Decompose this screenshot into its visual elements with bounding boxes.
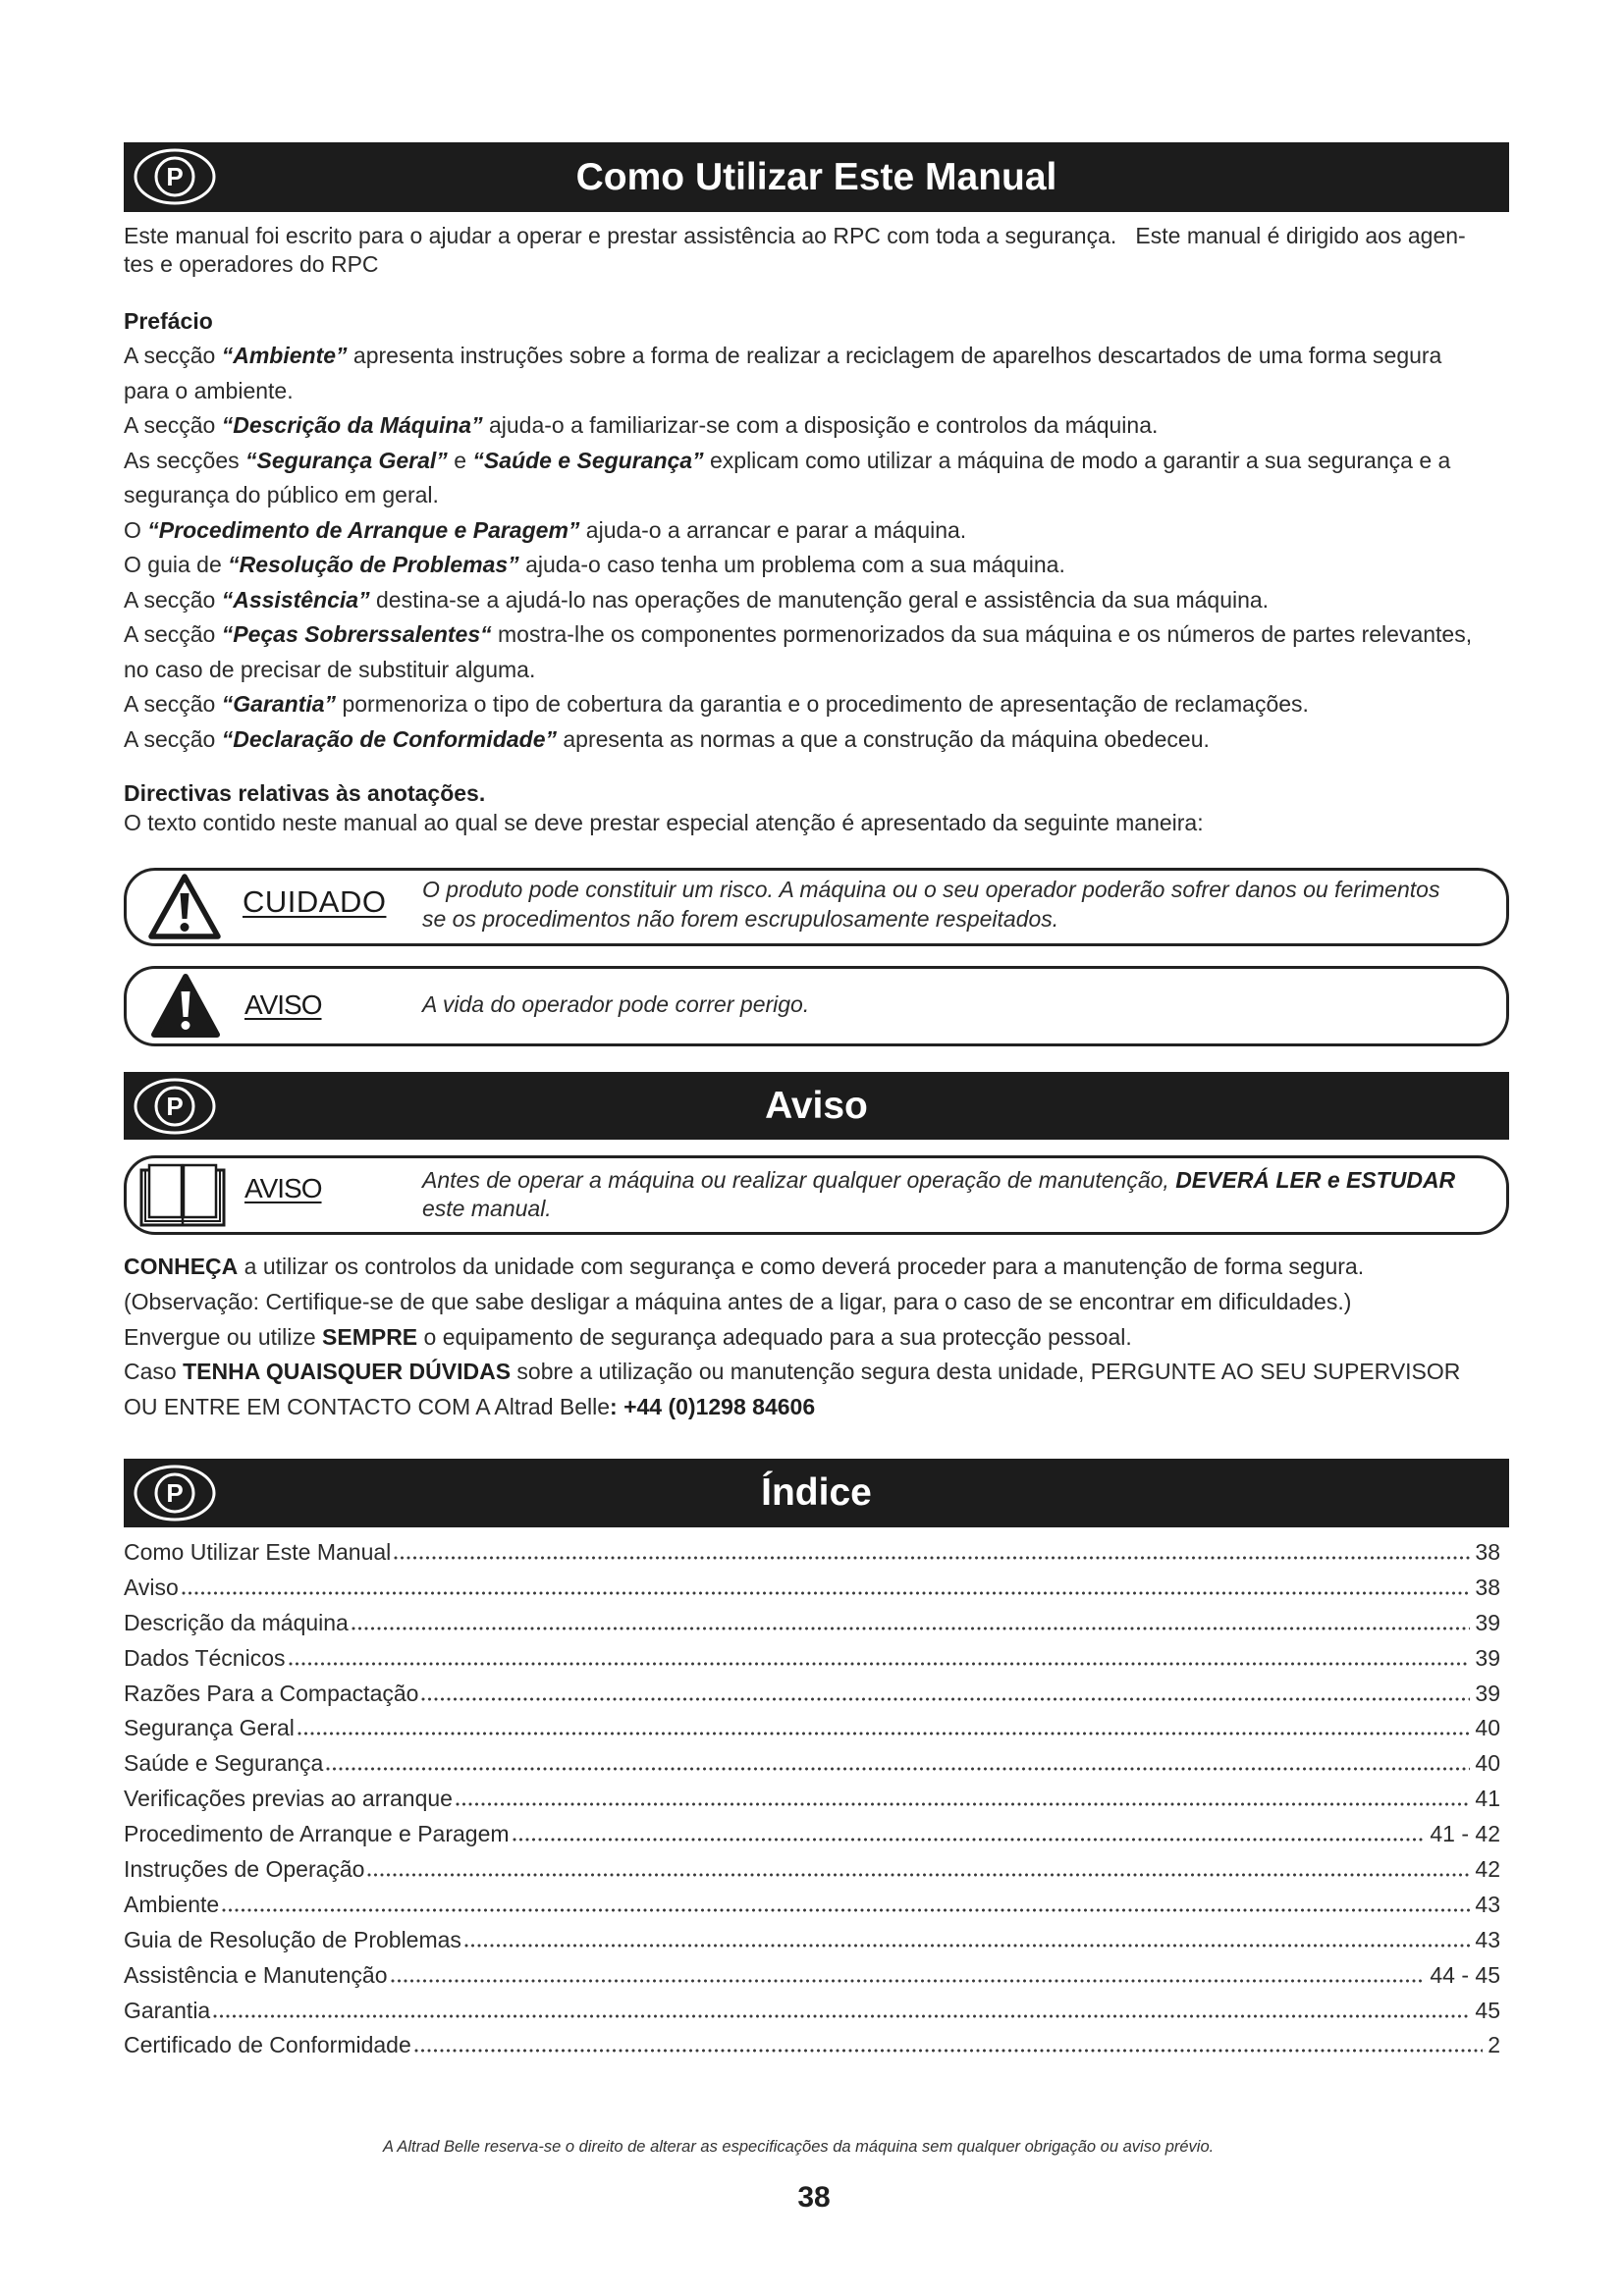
line-text: A secção [124, 725, 222, 752]
read-manual-text-line: este manual. [422, 1196, 552, 1221]
section-reference: “Assistência” [221, 586, 370, 613]
index-entry [124, 2028, 1500, 2063]
index-entry-page: 39 [1475, 1680, 1500, 1706]
cuidado-text [422, 875, 1439, 934]
section-reference: “Descrição da Máquina” [221, 412, 483, 438]
prefacio-line [124, 339, 1472, 374]
index-entry-label: Procedimento de Arranque e Paragem [124, 1821, 510, 1847]
aviso-label: AVISO [244, 1173, 322, 1203]
line-text: Envergue ou utilize [124, 1323, 323, 1350]
index-entry-label: Como Utilizar Este Manual [124, 1539, 392, 1565]
index-entry [124, 1888, 1500, 1923]
read-manual-text-line [422, 1166, 1455, 1195]
section-header-como-utilizar [124, 142, 1509, 212]
line-text: A secção [124, 691, 222, 717]
dot-leader [414, 2049, 1483, 2053]
cuidado-notice-box [124, 868, 1509, 946]
aviso-label: AVISO [244, 989, 322, 1020]
page-number: 38 [797, 2181, 831, 2214]
dot-leader [391, 1979, 1426, 1983]
index-entry-label: Segurança Geral [124, 1715, 295, 1741]
emphasis-text: TENHA QUAISQUER DÚVIDAS [183, 1359, 512, 1385]
directivas-section [124, 778, 1204, 837]
intro-paragraph [124, 222, 1466, 279]
dot-leader [421, 1697, 1470, 1701]
aviso-text: A vida do operador pode correr perigo. [422, 991, 810, 1017]
index-entry-page: 39 [1475, 1644, 1500, 1671]
intro-line: Este manual foi escrito para o ajudar a operar e prestar assistência ao RPC com toda a segurança. Este manual é dirigido aos agen- [124, 223, 1466, 248]
section-title: Índice [761, 1471, 872, 1514]
index-entry-label: Descrição da máquina [124, 1609, 349, 1635]
table-of-contents [124, 1535, 1500, 2063]
line-text: OU ENTRE EM CONTACTO COM A Altrad Belle [124, 1394, 611, 1419]
emphasis-text: SEMPRE [322, 1323, 418, 1350]
logo-letter: P [166, 1478, 184, 1508]
dot-leader [513, 1838, 1426, 1842]
dot-leader [298, 1732, 1471, 1735]
index-entry [124, 1994, 1500, 2029]
cuidado-text-line: O produto pode constituir um risco. A máquina ou o seu operador poderão sofrer danos ou ferimentos [422, 877, 1440, 902]
index-entry [124, 1782, 1500, 1817]
aviso-line [124, 1320, 1460, 1356]
line-text: A secção [124, 586, 222, 613]
line-text: a utilizar os controlos da unidade com segurança e como deverá proceder para a manutenção de forma segura. [238, 1254, 1365, 1279]
index-entry-label: Verificações previas ao arranque [124, 1786, 453, 1812]
section-title: Aviso [765, 1085, 868, 1127]
index-entry-page: 45 [1475, 1997, 1500, 2023]
aviso-line [124, 1390, 1460, 1425]
line-text: ajuda-o a arrancar e parar a máquina. [579, 516, 967, 543]
emphasis-text: DEVERÁ LER e ESTUDAR [1175, 1167, 1456, 1193]
dot-leader [367, 1873, 1470, 1877]
prefacio-line [124, 513, 1472, 549]
line-text: o equipamento de segurança adequado para a sua protecção pessoal. [417, 1323, 1132, 1350]
index-entry-page: 38 [1475, 1539, 1500, 1565]
line-text: O [124, 516, 148, 543]
line-text: A secção [124, 621, 222, 647]
index-entry-page: 44 - 45 [1430, 1961, 1500, 1988]
line-text: segurança do público em geral. [124, 482, 439, 507]
dot-leader [222, 1908, 1470, 1912]
prefacio-list [124, 339, 1472, 757]
index-entry-page: 42 [1475, 1856, 1500, 1883]
dot-leader [394, 1556, 1470, 1560]
aviso-line [124, 1285, 1460, 1320]
line-text: As secções [124, 447, 245, 473]
index-entry-page: 41 - 42 [1430, 1821, 1500, 1847]
line-text: Antes de operar a máquina ou realizar qualquer operação de manutenção, [422, 1167, 1176, 1193]
section-header-aviso [124, 1072, 1509, 1140]
warning-triangle-filled-icon [150, 972, 221, 1041]
line-text: apresenta as normas a que a construção da máquina obedeceu. [557, 725, 1210, 752]
line-text: explicam como utilizar a máquina de modo a garantir a sua segurança e a [703, 447, 1451, 473]
logo-letter: P [166, 1091, 184, 1121]
section-reference: “Segurança Geral” [245, 447, 448, 473]
prefacio-heading: Prefácio [124, 308, 213, 334]
portugal-p-logo-icon [133, 1076, 217, 1137]
read-manual-text [422, 1166, 1455, 1223]
dot-leader [352, 1627, 1471, 1630]
portugal-p-logo-icon [133, 1463, 217, 1523]
line-text: apresenta instruções sobre a forma de realizar a reciclagem de aparelhos descartados de uma forma segura [347, 343, 1442, 368]
section-header-indice [124, 1459, 1509, 1527]
dot-leader [464, 1944, 1470, 1948]
line-text: mostra-lhe os componentes pormenorizados da sua máquina e os números de partes relevantes, [491, 621, 1473, 647]
index-entry-label: Garantia [124, 1997, 211, 2023]
index-entry [124, 1677, 1500, 1712]
index-entry-label: Saúde e Segurança [124, 1750, 324, 1777]
dot-leader [456, 1802, 1470, 1806]
prefacio-line [124, 583, 1472, 618]
index-entry-page: 39 [1475, 1609, 1500, 1635]
aviso-line [124, 1250, 1460, 1285]
phone-number: : +44 (0)1298 84606 [610, 1394, 816, 1419]
prefacio-line [124, 722, 1472, 758]
index-entry-page: 41 [1475, 1786, 1500, 1812]
index-entry-label: Instruções de Operação [124, 1856, 365, 1883]
prefacio-line [124, 374, 1472, 409]
index-entry [124, 1852, 1500, 1888]
index-entry-page: 43 [1475, 1926, 1500, 1952]
aviso-notice-box [124, 966, 1509, 1046]
section-reference: “Resolução de Problemas” [228, 552, 519, 577]
prefacio-line [124, 408, 1472, 444]
index-entry [124, 1571, 1500, 1606]
line-text: A secção [124, 343, 222, 368]
index-entry-page: 2 [1488, 2032, 1500, 2058]
index-entry-label: Guia de Resolução de Problemas [124, 1926, 461, 1952]
index-entry-label: Certificado de Conformidade [124, 2032, 411, 2058]
caution-triangle-outline-icon [147, 872, 222, 942]
prefacio-line [124, 687, 1472, 722]
index-entry-page: 38 [1475, 1574, 1500, 1600]
dot-leader [326, 1767, 1470, 1771]
footer-disclaimer: A Altrad Belle reserva-se o direito de alterar as especificações da máquina sem qualquer obrigação ou aviso prévio. [383, 2138, 1215, 2156]
index-entry-page: 40 [1475, 1750, 1500, 1777]
cuidado-label: CUIDADO [243, 884, 387, 919]
cuidado-text-line: se os procedimentos não forem escrupulosamente respeitados. [422, 906, 1059, 932]
section-reference: “Garantia” [221, 691, 337, 717]
emphasis-text: CONHEÇA [124, 1254, 239, 1279]
index-entry [124, 1711, 1500, 1746]
line-text: sobre a utilização ou manutenção segura desta unidade, PERGUNTE AO SEU SUPERVISOR [511, 1359, 1461, 1385]
line-text: O guia de [124, 552, 229, 577]
directivas-text: O texto contido neste manual ao qual se deve prestar especial atenção é apresentado da seguinte maneira: [124, 810, 1204, 835]
index-entry-page: 40 [1475, 1715, 1500, 1741]
portugal-p-logo-icon [133, 146, 217, 207]
prefacio-line [124, 478, 1472, 513]
index-entry [124, 1606, 1500, 1641]
index-entry [124, 1641, 1500, 1677]
logo-letter: P [166, 162, 184, 191]
line-text: destina-se a ajudá-lo nas operações de manutenção geral e assistência da sua máquina. [369, 586, 1270, 613]
index-entry [124, 1958, 1500, 1994]
dot-leader [289, 1662, 1471, 1666]
index-entry [124, 1817, 1500, 1852]
dot-leader [213, 2014, 1470, 2018]
line-text: e [447, 447, 473, 473]
prefacio-line [124, 653, 1472, 688]
index-entry [124, 1923, 1500, 1958]
line-text: (Observação: Certifique-se de que sabe desligar a máquina antes de a ligar, para o caso de se encontrar em dificuldades.) [124, 1288, 1352, 1314]
line-text: Caso [124, 1359, 184, 1385]
section-reference: “Ambiente” [221, 343, 348, 368]
directivas-heading: Directivas relativas às anotações. [124, 780, 486, 806]
dot-leader [182, 1591, 1471, 1595]
section-reference: “Saúde e Segurança” [472, 447, 704, 473]
section-title: Como Utilizar Este Manual [575, 156, 1057, 198]
line-text: pormenoriza o tipo de cobertura da garantia e o procedimento de apresentação de reclamações. [336, 691, 1309, 717]
index-entry-label: Assistência e Manutenção [124, 1961, 388, 1988]
prefacio-line [124, 444, 1472, 479]
section-reference: “Procedimento de Arranque e Paragem” [147, 516, 580, 543]
section-reference: “Peças Sobrerssalentes“ [221, 621, 492, 647]
read-manual-notice-box [124, 1155, 1509, 1235]
prefacio-line [124, 548, 1472, 583]
open-book-icon [138, 1162, 227, 1229]
index-entry-label: Razões Para a Compactação [124, 1680, 419, 1706]
aviso-line [124, 1355, 1460, 1390]
line-text: no caso de precisar de substituir alguma. [124, 656, 536, 682]
line-text: ajuda-o caso tenha um problema com a sua máquina. [518, 552, 1065, 577]
line-text: A secção [124, 412, 222, 438]
line-text: para o ambiente. [124, 377, 294, 403]
index-entry-label: Dados Técnicos [124, 1644, 286, 1671]
section-reference: “Declaração de Conformidade” [221, 725, 557, 752]
prefacio-line [124, 617, 1472, 653]
index-entry-label: Aviso [124, 1574, 179, 1600]
index-entry [124, 1746, 1500, 1782]
index-entry-page: 43 [1475, 1891, 1500, 1917]
aviso-paragraph [124, 1250, 1460, 1425]
line-text: ajuda-o a familiarizar-se com a disposição e controlos da máquina. [482, 412, 1159, 438]
intro-line: tes e operadores do RPC [124, 251, 379, 277]
index-entry-label: Ambiente [124, 1891, 220, 1917]
index-entry [124, 1535, 1500, 1571]
